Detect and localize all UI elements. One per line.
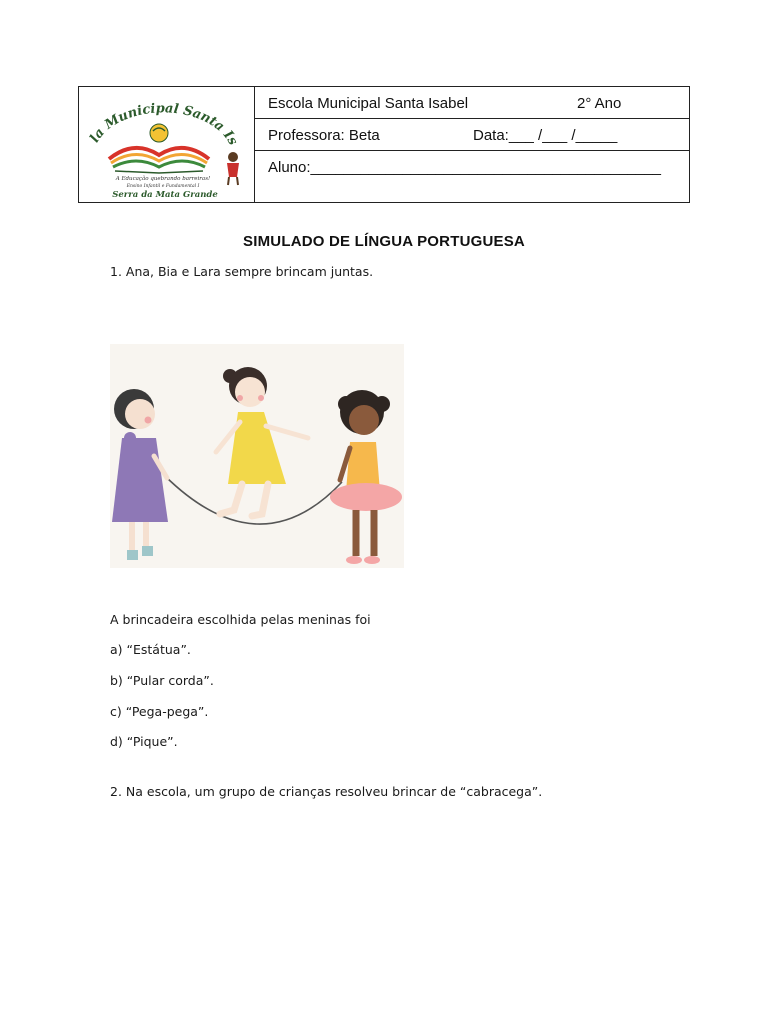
student-field: Aluno:__________________________________________ xyxy=(268,159,661,176)
logo-arc-text: la Municipal Santa Is xyxy=(87,101,241,148)
option-b: b) “Pular corda”. xyxy=(110,673,214,688)
question-1-text: 1. Ana, Bia e Lara sempre brincam juntas. xyxy=(110,264,374,279)
jump-rope-illustration-graphic xyxy=(110,344,404,568)
logo-motto: A Educação quebrando barreiras! xyxy=(115,176,211,182)
jump-rope-illustration xyxy=(110,344,404,568)
teacher: Professora: Beta xyxy=(268,127,380,144)
option-c: c) “Pega-pega”. xyxy=(110,704,209,719)
question-2-text: 2. Na escola, um grupo de crianças resolveu brincar de “cabracega”. xyxy=(110,784,543,799)
school-row xyxy=(255,87,689,119)
option-d: d) “Pique”. xyxy=(110,734,178,749)
logo-place: Serra da Mata Grande xyxy=(112,190,218,200)
school-logo xyxy=(79,87,255,202)
school-logo-graphic xyxy=(79,87,253,202)
teacher-row xyxy=(255,119,689,151)
question-1-prompt: A brincadeira escolhida pelas meninas foi xyxy=(110,612,371,627)
header-info xyxy=(255,87,689,202)
page-title: SIMULADO DE LÍNGUA PORTUGUESA xyxy=(243,233,525,250)
logo-sub-motto: Ensino Infantil e Fundamental I xyxy=(126,184,200,189)
grade: 2° Ano xyxy=(577,95,622,112)
option-a: a) “Estátua”. xyxy=(110,642,191,657)
date-field: Data:___ /___ /_____ xyxy=(473,127,618,144)
header-table xyxy=(78,86,690,203)
student-row xyxy=(255,151,689,202)
school-name: Escola Municipal Santa Isabel xyxy=(268,95,469,112)
